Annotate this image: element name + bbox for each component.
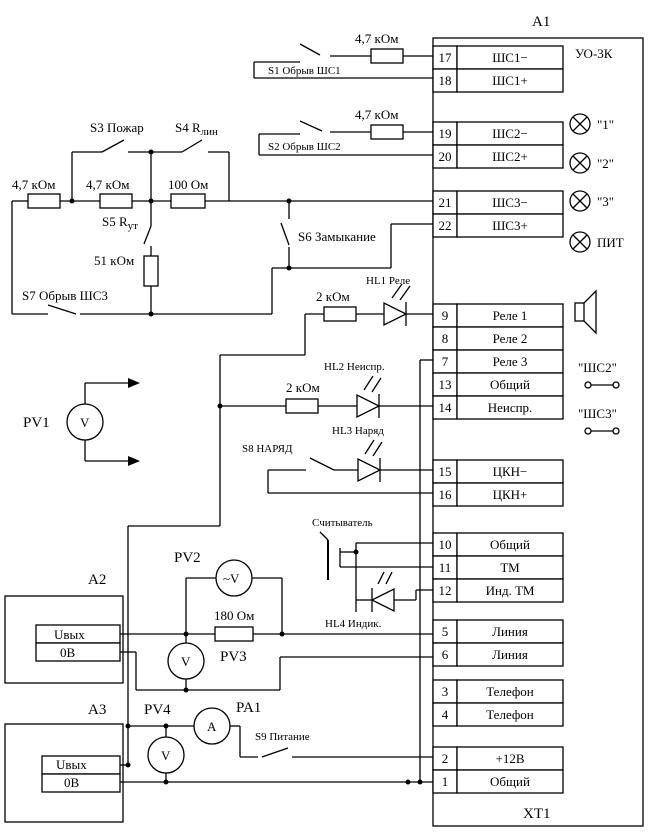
led-hl1-label: HL1 Реле	[366, 275, 411, 287]
terminal-19	[433, 122, 563, 145]
terminal-7	[433, 350, 563, 373]
resistor-hl2	[286, 399, 318, 413]
resistor-shs1	[371, 49, 403, 63]
switch-s4-label: S4 $R_{лин}$	[175, 120, 218, 138]
terminal-14	[433, 396, 563, 419]
terminal-label: +12В	[495, 751, 525, 766]
terminal-number: 4	[441, 707, 449, 722]
terminal-label: ШС1+	[492, 73, 528, 88]
terminal-block	[433, 46, 563, 793]
resistor-b-label: 4,7 кОм	[86, 177, 130, 192]
terminal-number: 12	[438, 583, 452, 598]
svg-text:~V: ~V	[223, 571, 240, 586]
ammeter-pa1-label: PA1	[236, 700, 262, 716]
terminal-18	[433, 69, 563, 92]
resistor-a-label: 4,7 кОм	[12, 177, 56, 192]
terminal-number: 22	[438, 218, 452, 233]
terminal-label: Реле 3	[492, 354, 528, 369]
resistor-hl1-label: 2 кОм	[316, 289, 350, 304]
terminal-10	[433, 533, 563, 556]
switch-s2-label: S2 Обрыв ШС2	[268, 141, 341, 153]
resistor-line-label: 180 Ом	[214, 608, 255, 623]
switch-s3-label: S3 Пожар	[90, 120, 144, 135]
terminal-number: 2	[441, 751, 449, 766]
switch-s9-label: S9 Питание	[255, 731, 310, 743]
terminal-1	[433, 770, 563, 793]
indicator-label: "3"	[597, 194, 615, 209]
resistor-hl1	[324, 307, 356, 321]
indicator-lamp-icon	[570, 232, 624, 252]
switch-s6-label: S6 Замыкание	[298, 229, 376, 244]
resistor-a	[28, 194, 60, 208]
indicator-label: ПИТ	[597, 235, 624, 250]
resistor-v-label: 51 кОм	[94, 253, 135, 268]
terminal-label: ШС3−	[492, 195, 528, 210]
led-hl4-label: HL4 Индик.	[325, 618, 382, 630]
terminal-6	[433, 643, 563, 666]
terminal-17	[433, 46, 563, 69]
terminal-label: Инд. ТМ	[485, 583, 535, 598]
terminal-2	[433, 747, 563, 770]
terminal-label: Неиспр.	[487, 400, 533, 415]
svg-text:A: A	[207, 719, 217, 734]
module-ref: A1	[532, 14, 551, 30]
terminal-16	[433, 483, 563, 506]
resistor-c-label: 100 Ом	[168, 177, 209, 192]
resistor-shs1-label: 4,7 кОм	[355, 31, 399, 46]
terminal-number: 10	[438, 537, 452, 552]
terminal-4	[433, 703, 563, 726]
terminal-8	[433, 327, 563, 350]
guard-circuit	[242, 425, 433, 493]
led-hl1-icon	[384, 284, 410, 326]
resistor-line	[215, 627, 253, 641]
led-hl3-icon	[358, 440, 382, 482]
terminal-number: 1	[441, 774, 449, 789]
terminal-number: 9	[441, 308, 449, 323]
terminal-label: Общий	[490, 377, 530, 392]
source-a3-gnd-label: 0В	[64, 775, 80, 790]
module-name: УО-3К	[575, 46, 613, 61]
voltmeter-pv4-label: PV4	[144, 702, 171, 718]
resistor-hl2-label: 2 кОм	[286, 380, 320, 395]
terminal-number: 7	[441, 354, 449, 369]
terminal-number: 3	[441, 684, 449, 699]
svg-text:V: V	[161, 748, 171, 763]
switch-s5-label: S5 $R_{ут}$	[102, 214, 138, 232]
terminal-number: 5	[441, 624, 449, 639]
resistor-c	[171, 194, 205, 208]
jumper-label: "ШС3"	[578, 406, 617, 421]
terminal-label: ШС1−	[492, 50, 528, 65]
terminal-15	[433, 460, 563, 483]
voltmeter-pv1	[23, 378, 140, 466]
switch-s1-label: S1 Обрыв ШС1	[268, 65, 341, 77]
terminal-number: 11	[438, 560, 452, 575]
terminal-number: 17	[438, 50, 452, 65]
jumper-label: "ШС2"	[578, 360, 617, 375]
terminal-number: 18	[438, 73, 452, 88]
indicator-label: "1"	[597, 117, 615, 132]
terminal-number: 13	[438, 377, 452, 392]
terminal-label: Общий	[490, 537, 530, 552]
terminal-label: ШС3+	[492, 218, 528, 233]
svg-text:V: V	[181, 654, 191, 669]
terminal-label: Линия	[492, 624, 528, 639]
voltmeter-pv1-label: PV1	[23, 415, 50, 431]
terminal-label: ШС2+	[492, 149, 528, 164]
resistor-shs2	[371, 125, 403, 139]
terminal-label: Телефон	[486, 707, 534, 722]
source-a3-ref: A3	[88, 702, 107, 718]
terminal-22	[433, 214, 563, 237]
terminal-number: 14	[438, 400, 452, 415]
terminal-number: 16	[438, 487, 452, 502]
terminal-label: ЦКН−	[492, 464, 528, 479]
terminal-label: Общий	[490, 774, 530, 789]
led-hl4-icon	[372, 572, 394, 612]
terminal-21	[433, 191, 563, 214]
voltmeter-pv4	[144, 702, 184, 782]
switch-s1	[254, 31, 433, 78]
switch-s7-label: S7 Обрыв ШС3	[22, 288, 108, 303]
terminal-13	[433, 373, 563, 396]
terminal-label: Реле 2	[492, 331, 528, 346]
terminal-label: ЦКН+	[492, 487, 528, 502]
resistor-shs2-label: 4,7 кОм	[355, 107, 399, 122]
terminal-label: Телефон	[486, 684, 534, 699]
terminal-label: ШС2−	[492, 126, 528, 141]
terminal-label: ТМ	[500, 560, 520, 575]
indicator-label: "2"	[597, 156, 615, 171]
terminal-label: Линия	[492, 647, 528, 662]
terminal-number: 21	[438, 195, 452, 210]
switch-s8-label: S8 НАРЯД	[242, 443, 293, 455]
module-a1	[433, 14, 643, 826]
terminal-11	[433, 556, 563, 579]
voltmeter-pv2-label: PV2	[174, 550, 201, 566]
terminal-12	[433, 579, 563, 602]
terminal-5	[433, 620, 563, 643]
source-a2-out-label: Uвых	[54, 627, 85, 642]
terminal-number: 20	[438, 149, 452, 164]
resistor-b	[100, 194, 132, 208]
led-hl2-icon	[357, 376, 381, 418]
ammeter-pa1	[194, 700, 261, 744]
terminal-number: 6	[441, 647, 449, 662]
source-a3-out-label: Uвых	[56, 757, 87, 772]
voltmeter-pv3	[168, 634, 247, 690]
reader-label: Считыватель	[312, 517, 373, 529]
terminal-20	[433, 145, 563, 168]
source-a2-ref: A2	[88, 572, 107, 588]
terminal-number: 19	[438, 126, 452, 141]
led-hl3-label: HL3 Наряд	[332, 425, 384, 437]
resistor-v	[144, 256, 158, 286]
terminal-9	[433, 304, 563, 327]
connector-ref: XT1	[523, 806, 551, 822]
voltmeter-pv3-label: PV3	[220, 649, 247, 665]
terminal-label: Реле 1	[492, 308, 528, 323]
svg-text:V: V	[80, 415, 90, 430]
terminal-number: 8	[441, 331, 449, 346]
terminal-3	[433, 680, 563, 703]
switch-s2	[259, 107, 433, 155]
reader-circuit	[312, 517, 433, 630]
terminal-number: 15	[438, 464, 452, 479]
shs3-loop	[12, 120, 433, 317]
source-a2-gnd-label: 0В	[60, 645, 76, 660]
led-hl2-label: HL2 Неиспр.	[324, 361, 385, 373]
